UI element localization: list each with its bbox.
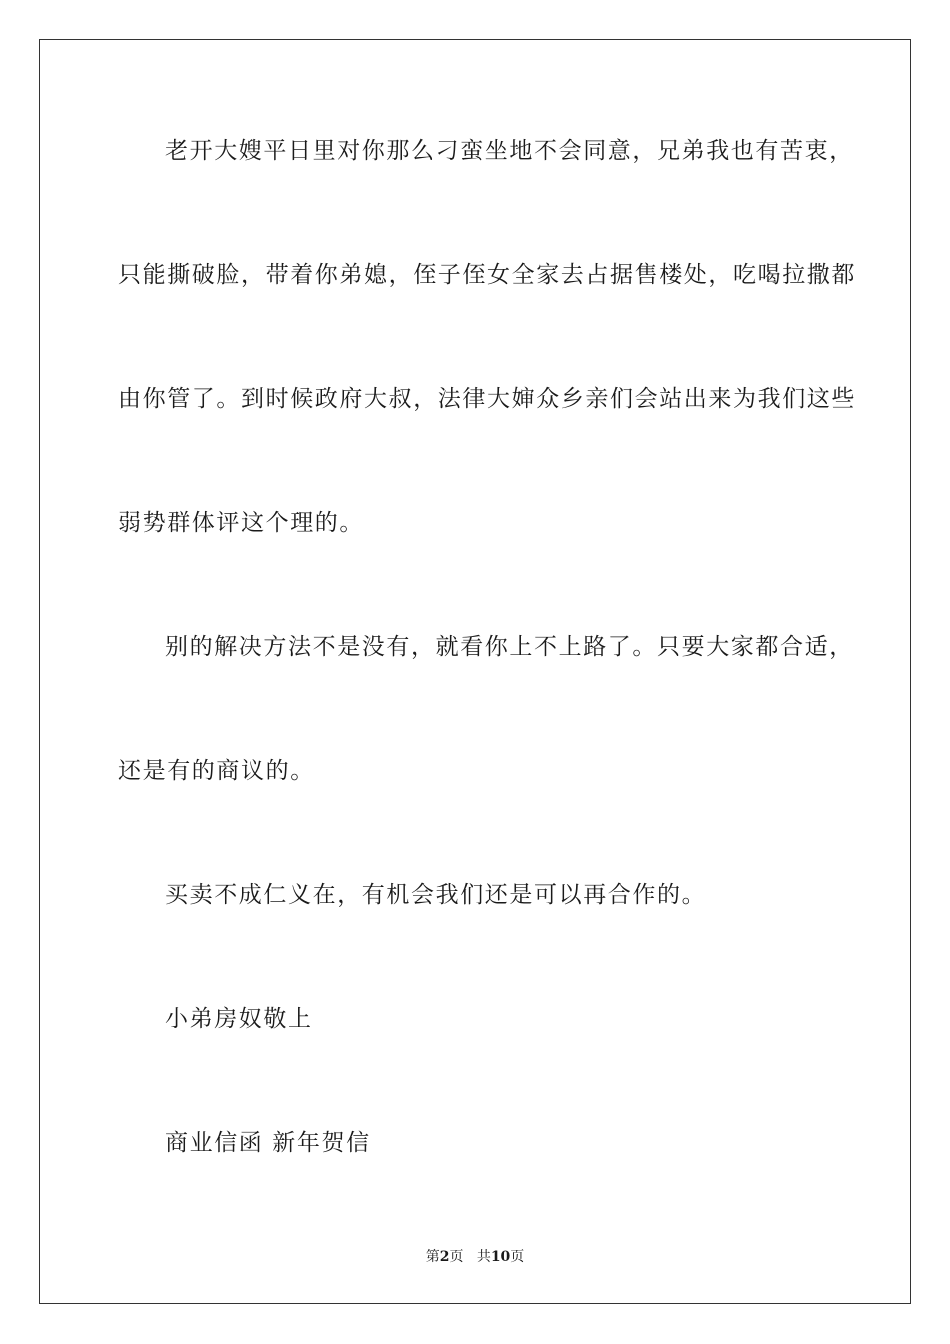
page-footer xyxy=(0,1248,950,1266)
paragraph-1-line-2: 只能撕破脸，带着你弟媳，侄子侄女全家去占据售楼处，吃喝拉撒都 xyxy=(118,262,856,288)
page-border xyxy=(39,39,911,1304)
paragraph-1-line-3: 由你管了。到时候政府大叔，法律大婶众乡亲们会站出来为我们这些 xyxy=(118,386,856,412)
paragraph-2-line-1: 别的解决方法不是没有，就看你上不上路了。只要大家都合适， xyxy=(165,634,854,660)
footer-page-number: 2 xyxy=(439,1249,450,1265)
paragraph-1-line-1: 老开大嫂平日里对你那么刁蛮坐地不会同意，兄弟我也有苦衷， xyxy=(165,138,854,164)
footer-page-suffix: 页 xyxy=(449,1249,464,1265)
paragraph-3: 买卖不成仁义在，有机会我们还是可以再合作的。 xyxy=(165,882,707,908)
footer-total-suffix: 页 xyxy=(510,1249,525,1265)
paragraph-2-line-2: 还是有的商议的。 xyxy=(118,758,315,784)
footer-page-prefix: 第 xyxy=(425,1249,440,1265)
keywords: 商业信函 新年贺信 xyxy=(165,1130,371,1156)
paragraph-1-line-4: 弱势群体评这个理的。 xyxy=(118,510,364,536)
footer-total-pages: 10 xyxy=(490,1249,511,1265)
footer-total-prefix: 共 xyxy=(476,1249,491,1265)
signature: 小弟房奴敬上 xyxy=(165,1006,313,1032)
